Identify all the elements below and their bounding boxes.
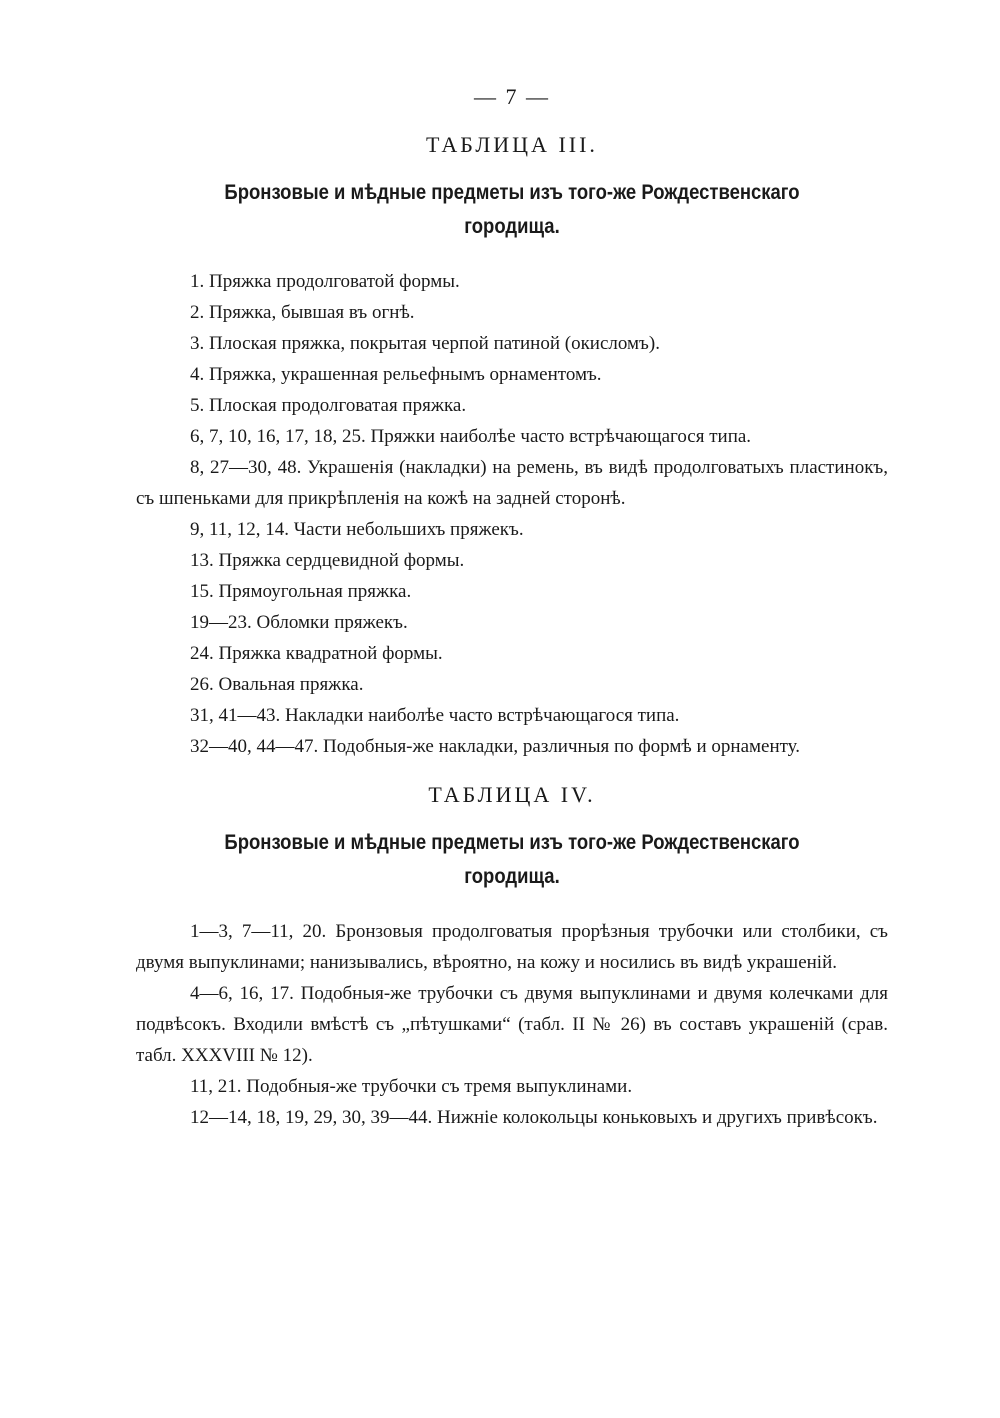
table-3-item: 13. Пряжка сердцевидной формы. — [190, 550, 465, 571]
table-4-heading-line2: городища. — [464, 865, 560, 888]
table-3-item: 6, 7, 10, 16, 17, 18, 25. Пряжки наиболѣе часто встрѣчающагося типа. — [190, 426, 752, 447]
table-4-heading-line1: Бронзовые и мѣдные предметы изъ того-же Рождественскаго — [224, 831, 800, 854]
table-3-item: 15. Прямоугольная пряжка. — [190, 581, 412, 602]
table-4-item: 4—6, 16, 17. Подобныя-же трубочки съ двумя выпуклинами и двумя колечками для подвѣсокъ. Входили вмѣстѣ съ „пѣтушками“ (табл. II № 26) въ составъ украшеній (срав. табл. XXXVIII № 12). — [136, 983, 888, 1066]
table-3-item-list — [136, 266, 888, 762]
table-3-heading — [181, 176, 843, 244]
table-3-item: 19—23. Обломки пряжекъ. — [190, 612, 408, 633]
table-4-title: ТАБЛИЦА IV. — [428, 782, 596, 807]
table-3-item: 26. Овальная пряжка. — [190, 674, 364, 695]
table-3-heading-line1: Бронзовые и мѣдные предметы изъ того-же Рождественскаго — [224, 181, 800, 204]
table-4-item: 11, 21. Подобныя-же трубочки съ тремя выпуклинами. — [190, 1076, 633, 1097]
table-3-item: 3. Плоская пряжка, покрытая черпой патиной (окисломъ). — [190, 333, 660, 354]
table-3-item: 4. Пряжка, украшенная рельефнымъ орнаментомъ. — [190, 364, 602, 385]
table-3-item: 2. Пряжка, бывшая въ огнѣ. — [190, 302, 415, 323]
table-3-heading-line2: городища. — [464, 215, 560, 238]
page-number: — 7 — — [474, 84, 550, 109]
table-3-item: 8, 27—30, 48. Украшенія (накладки) на ремень, въ видѣ продолговатыхъ пластинокъ, съ шпеньками для прикрѣпленія на кожѣ на задней сторонѣ. — [136, 457, 888, 509]
table-3-item: 9, 11, 12, 14. Части небольшихъ пряжекъ. — [190, 519, 524, 540]
table-4-item: 1—3, 7—11, 20. Бронзовыя продолговатыя прорѣзныя трубочки или столбики, съ двумя выпуклинами; нанизывались, вѣроятно, на кожу и носились въ видѣ украшеній. — [136, 921, 888, 973]
table-4-item: 12—14, 18, 19, 29, 30, 39—44. Нижніе колокольцы коньковыхъ и другихъ привѣсокъ. — [190, 1107, 878, 1128]
table-3-item: 31, 41—43. Накладки наиболѣе часто встрѣчающагося типа. — [190, 705, 680, 726]
table-4-item-list — [136, 916, 888, 1133]
document-page — [136, 84, 888, 1133]
table-3-item: 32—40, 44—47. Подобныя-же накладки, различныя по формѣ и орнаменту. — [190, 736, 801, 757]
table-3-item: 5. Плоская продолговатая пряжка. — [190, 395, 467, 416]
table-3-item: 1. Пряжка продолговатой формы. — [190, 271, 460, 292]
table-4-heading — [181, 826, 843, 894]
table-3-title: ТАБЛИЦА III. — [426, 132, 598, 157]
table-3-item: 24. Пряжка квадратной формы. — [190, 643, 443, 664]
